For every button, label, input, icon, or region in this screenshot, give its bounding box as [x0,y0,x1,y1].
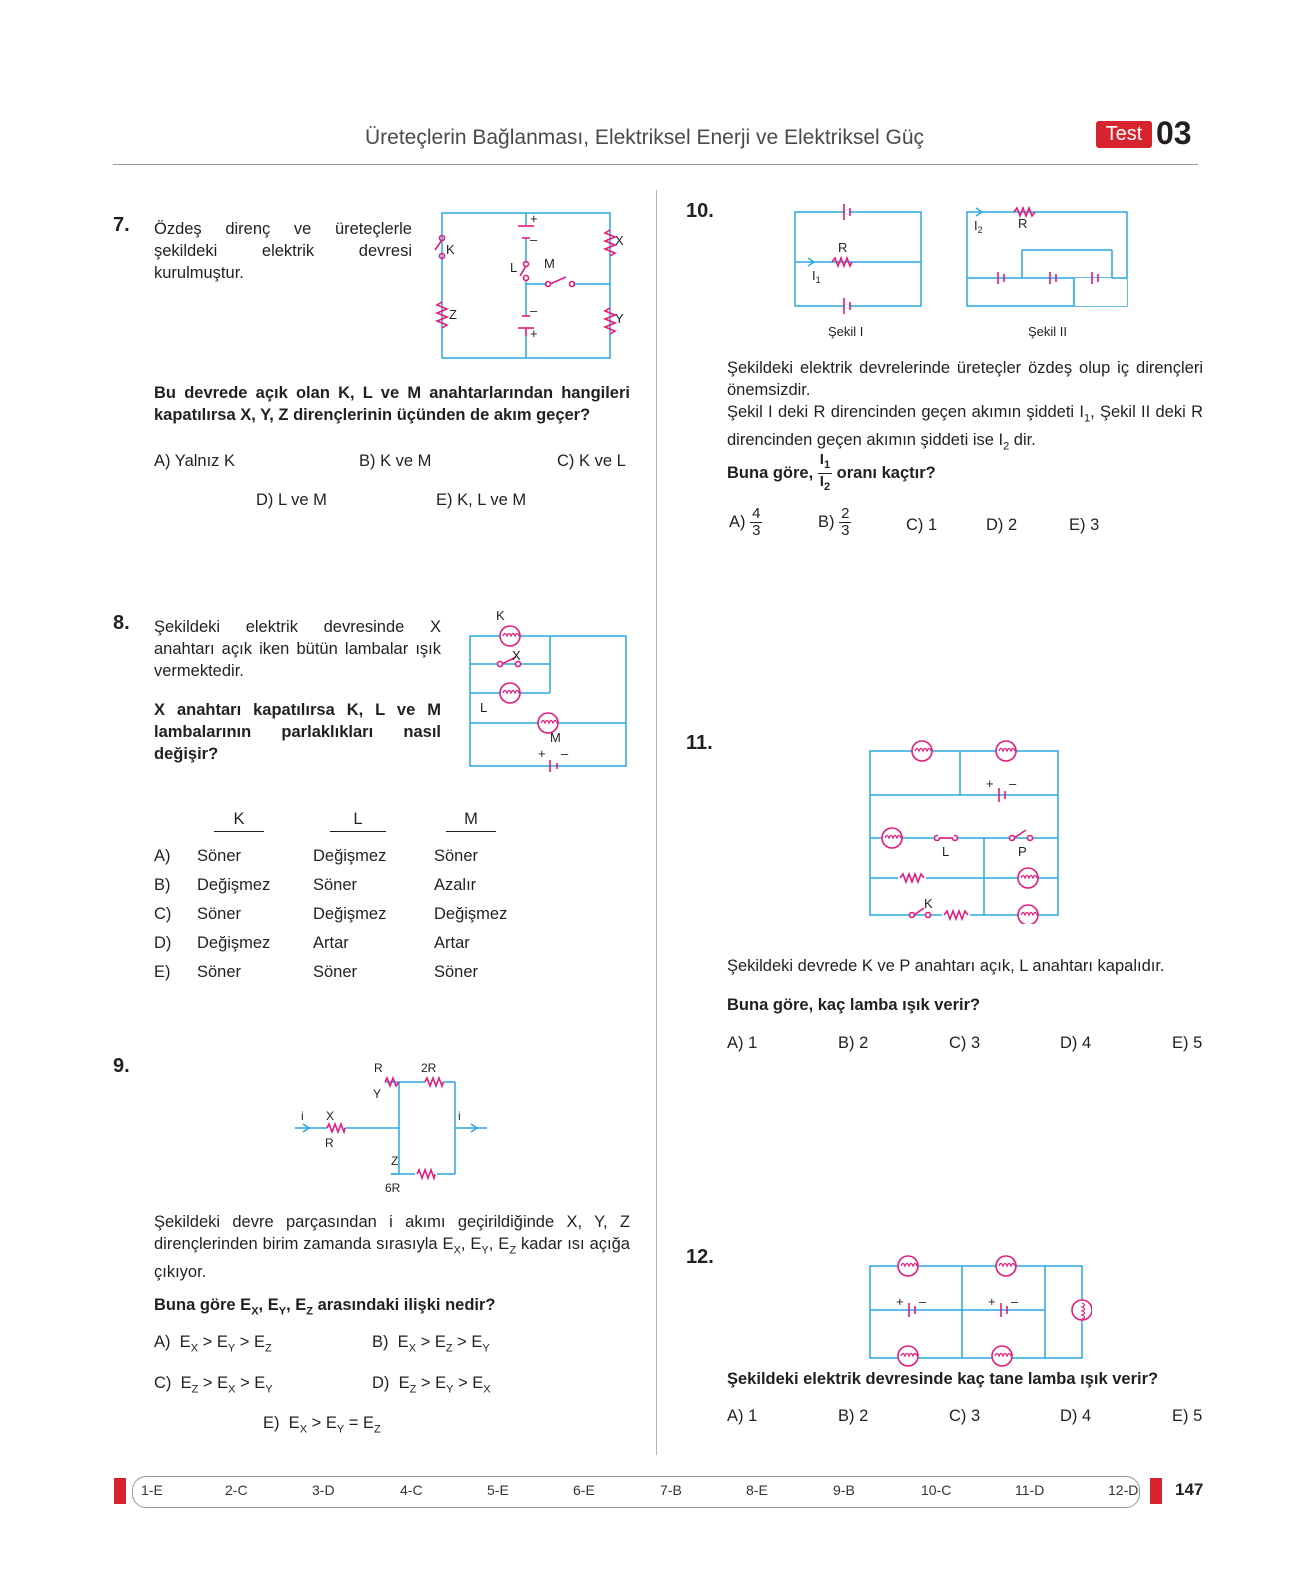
q9-label-6r: 6R [385,1181,401,1194]
q12-option-c[interactable]: C) 3 [949,1407,981,1425]
q10-option-c[interactable]: C) 1 [906,516,938,534]
q9-option-b[interactable]: B) $E_X > E_Z > E_Y$ [372,1333,490,1355]
q9-label-r-x: R [325,1136,334,1150]
q7-option-d[interactable]: D) L ve M [256,491,327,509]
q10-figure-2 [962,200,1134,345]
q8-row-m: Artar [434,934,470,952]
q8-row-k: Söner [197,963,242,981]
q8-header-k: K [214,810,264,832]
q8-row-label[interactable]: D) [154,934,172,952]
q9-option-a[interactable]: A) $E_X > E_Y > E_Z$ [154,1333,272,1355]
page-number: 147 [1175,1480,1204,1499]
q8-label-k: K [496,608,505,623]
q11-circuit-diagram [862,734,1067,924]
q7-option-e[interactable]: E) K, L ve M [436,491,527,509]
q9-intro: Şekildeki devre parçasından i akımı geçirildiğinde X, Y, Z dirençlerinden birim zamanda sırasıyla $E_X$, $E_Y$, $E_Z$ kadar ısı açığa çıkıyor. [154,1213,630,1282]
q10-line2b: , Şekil II deki R direncinden geçen akımın şiddeti ise I [727,403,1203,450]
q12-label-plus-1: + [896,1294,904,1309]
q8-intro: Şekildeki elektrik devresinde X anahtarı açık iken bütün lambalar ışık vermektedir. [154,618,441,680]
q12-question: Şekildeki elektrik devresinde kaç tane lamba ışık verir? [727,1370,1159,1388]
q8-number: 8. [113,612,130,634]
q11-option-a[interactable]: A) 1 [727,1034,758,1052]
q7-label-z: Z [449,307,457,322]
q8-row-k: Söner [197,905,242,923]
q10-question-a: Buna göre, [727,463,814,482]
answer-key-item: 10-C [921,1482,952,1498]
q8-row-m: Söner [434,847,479,865]
q7-intro: Özdeş direnç ve üreteçlerle şekildeki elektrik devresi kurulmuştur. [154,220,412,282]
q7-label-minus-bottom: – [530,303,538,318]
q9-question-a: Buna göre E [154,1296,252,1314]
q12-option-d[interactable]: D) 4 [1060,1407,1092,1425]
q12-option-a[interactable]: A) 1 [727,1407,758,1425]
q9-label-2r: 2R [421,1061,437,1075]
q10-question-b: oranı kaçtır? [836,463,936,482]
q11-label-minus: – [1009,776,1017,791]
q10-ratio-fraction: $\frac{I_1}{I_2}$ [819,451,831,493]
answer-key-item: 11-D [1015,1482,1045,1498]
q11-option-e[interactable]: E) 5 [1172,1034,1203,1052]
answer-key-item: 3-D [312,1482,335,1498]
q7-label-x: X [615,233,624,248]
q10-question [727,452,936,495]
column-divider [656,190,657,1455]
q10-fig2-label-i2: $I_2$ [974,218,983,235]
answer-key-item: 7-B [660,1482,682,1498]
q10-intro: Şekildeki elektrik devrelerinde üreteçler özdeş olup iç dirençleri önemsizdir. [727,359,1203,399]
q9-option-e[interactable]: E) $E_X > E_Y = E_Z$ [263,1414,381,1436]
q10-option-a[interactable]: A) $\frac{4}{3}$ [729,505,761,539]
q12-label-plus-2: + [988,1294,996,1309]
q10-fig2-caption: Şekil II [1028,324,1068,339]
q9-label-r-y: R [374,1061,383,1075]
q8-header-l: L [330,810,386,832]
q12-option-b[interactable]: B) 2 [838,1407,869,1425]
q9-intro-a: Şekildeki devre parçasından i akımı geçirildiğinde X, Y, Z dirençlerinden birim zamanda sırasıyla E [154,1213,630,1253]
q10-option-d[interactable]: D) 2 [986,516,1018,534]
q11-label-l: L [942,844,950,859]
q8-row-l: Söner [313,963,358,981]
q7-label-l: L [510,260,518,275]
q7-label-y: Y [615,311,624,326]
q11-label-p: P [1018,844,1027,859]
q12-label-minus-1: – [919,1294,927,1309]
q10-number: 10. [686,200,714,222]
answer-key-item: 8-E [746,1482,768,1498]
q9-number: 9. [113,1055,130,1077]
q10-fig1-label-i1: $I_1$ [812,268,821,285]
answer-key-item: 9-B [833,1482,855,1498]
q9-label-y: Y [373,1087,382,1101]
q7-circuit-diagram [432,208,628,364]
q10-option-b[interactable]: B) $\frac{2}{3}$ [818,505,850,539]
header-divider [113,164,1198,165]
q8-circuit-diagram [462,608,630,776]
test-number: 03 [1156,115,1192,151]
q9-label-z: Z [391,1154,399,1168]
q10-fig2-label-r: R [1018,216,1028,231]
q7-option-b[interactable]: B) K ve M [359,452,432,470]
q9-option-c[interactable]: C) $E_Z > E_X > E_Y$ [154,1374,273,1396]
q9-circuit-diagram [295,1058,490,1194]
test-badge: Test [1096,121,1152,148]
q8-row-m: Azalır [434,876,477,894]
q8-label-minus: – [561,746,569,761]
q10-fig1-label-r: R [838,240,848,255]
q8-row-l: Değişmez [313,847,387,865]
q8-question: X anahtarı kapatılırsa K, L ve M lambalarının parlaklıkları nasıl değişir? [154,701,441,763]
q8-row-label[interactable]: E) [154,963,171,981]
q8-row-m: Değişmez [434,905,508,923]
q7-option-a[interactable]: A) Yalnız K [154,452,236,470]
q8-label-m: M [550,730,561,745]
q8-row-label[interactable]: B) [154,876,171,894]
answer-key-item: 5-E [487,1482,509,1498]
q8-row-k: Değişmez [197,876,271,894]
answer-bar-left-marker [114,1478,126,1504]
q9-label-i-left: i [301,1109,304,1123]
answer-bar-right-marker [1150,1478,1162,1504]
q10-option-e[interactable]: E) 3 [1069,516,1100,534]
q11-label-k: K [924,896,933,911]
q8-label-x: X [512,648,521,663]
q8-row-label[interactable]: A) [154,847,171,865]
q7-option-c[interactable]: C) K ve L [557,452,626,470]
q8-row-label[interactable]: C) [154,905,172,923]
q11-option-b[interactable]: B) 2 [838,1034,869,1052]
answer-key-item: 2-C [225,1482,248,1498]
q7-label-plus-bottom: + [530,326,538,341]
q8-label-plus: + [538,746,546,761]
q12-circuit-diagram [862,1252,1092,1367]
q11-number: 11. [686,732,713,754]
q11-intro: Şekildeki devrede K ve P anahtarı açık, L anahtarı kapalıdır. [727,957,1165,975]
q8-label-l: L [480,700,488,715]
q7-label-plus-top: + [530,211,538,226]
q10-line2: Şekil I deki R direncinden geçen akımın şiddeti $I_1$, Şekil II deki R direncinden geçen akımın şiddeti ise $I_2$ dir. [727,403,1203,453]
q10-line2c: dir. [1009,431,1036,450]
answer-key-item: 1-E [141,1482,163,1498]
answer-key-item: 6-E [573,1482,595,1498]
q8-row-l: Artar [313,934,349,952]
q9-intro-b: kadar ısı açığa çıkıyor. [154,1235,630,1282]
q9-question-b: arasındaki ilişki nedir? [317,1296,496,1314]
answer-key-item: 12-D [1108,1482,1139,1498]
answer-key-bar [132,1476,1140,1508]
q7-label-m: M [544,256,555,271]
q10-figure-1 [790,200,930,345]
q8-row-k: Değişmez [197,934,271,952]
page-header-title: Üreteçlerin Bağlanması, Elektriksel Enerji ve Elektriksel Güç [365,126,925,149]
q11-option-c[interactable]: C) 3 [949,1034,981,1052]
q7-number: 7. [113,214,130,236]
q9-option-d[interactable]: D) $E_Z > E_Y > E_X$ [372,1374,491,1396]
q11-question: Buna göre, kaç lamba ışık verir? [727,996,981,1014]
q8-row-l: Değişmez [313,905,387,923]
q8-row-k: Söner [197,847,242,865]
q12-label-minus-2: – [1011,1294,1019,1309]
q8-row-l: Söner [313,876,358,894]
q10-line2a: Şekil I deki R direncinden geçen akımın şiddeti I [727,403,1084,421]
q11-label-plus: + [986,776,994,791]
q7-question: Bu devrede açık olan K, L ve M anahtarlarından hangileri kapatılırsa X, Y, Z dirençlerinin üçünden de akım geçer? [154,384,630,424]
q9-label-i-right: i [458,1109,461,1123]
q9-question: Buna göre $E_X$, $E_Y$, $E_Z$ arasındaki ilişki nedir? [154,1296,496,1318]
q9-label-x: X [326,1109,335,1123]
q8-header-m: M [446,810,496,832]
q7-label-minus-top: – [530,232,538,247]
q7-label-k: K [446,242,455,257]
q8-row-m: Söner [434,963,479,981]
q11-option-d[interactable]: D) 4 [1060,1034,1092,1052]
q12-number: 12. [686,1246,714,1268]
q10-fig1-caption: Şekil I [828,324,864,339]
q12-option-e[interactable]: E) 5 [1172,1407,1203,1425]
answer-key-item: 4-C [400,1482,423,1498]
